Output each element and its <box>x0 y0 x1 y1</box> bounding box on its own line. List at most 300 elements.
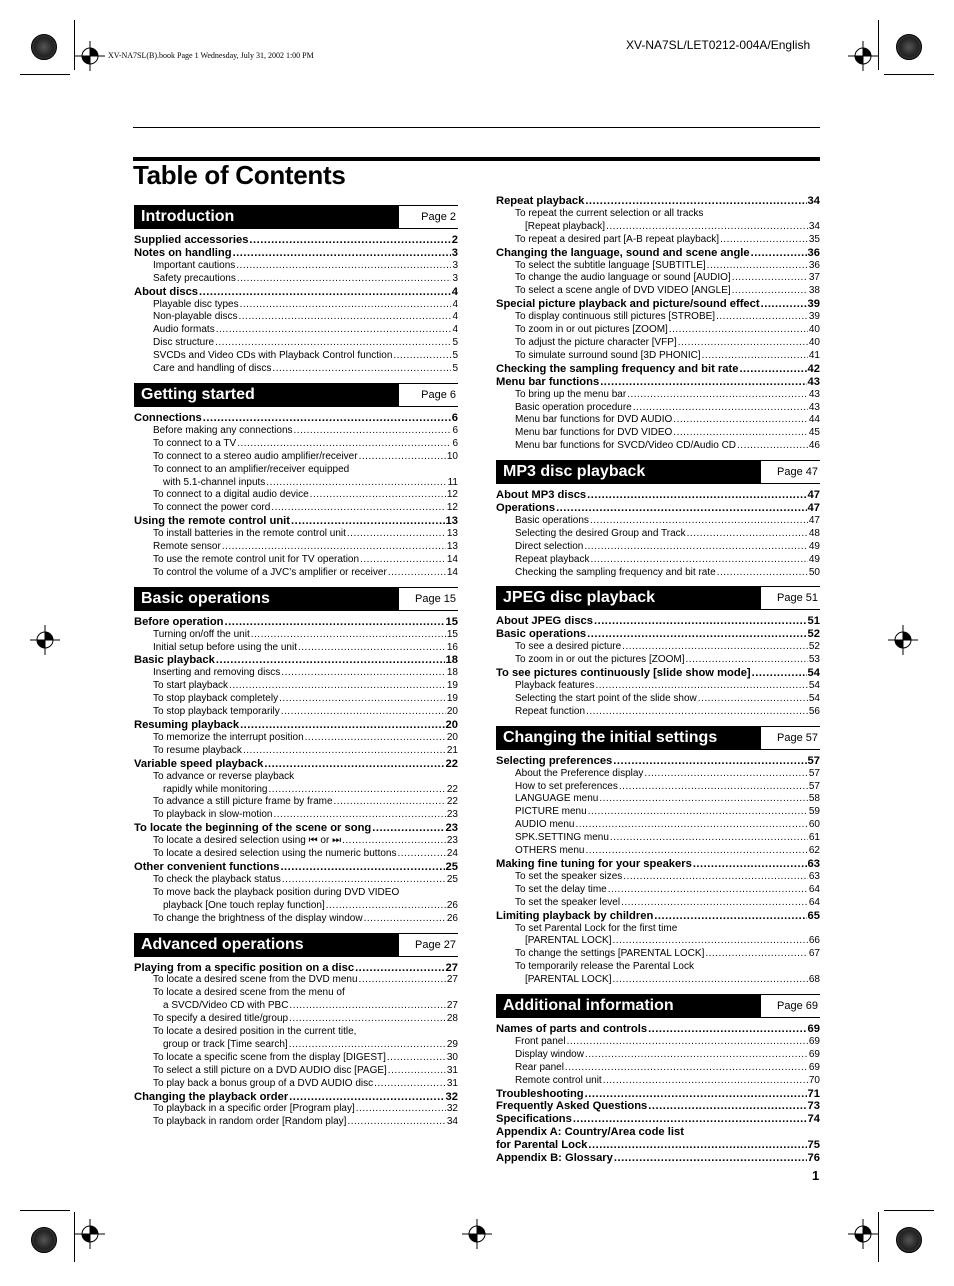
toc-entry[interactable] <box>134 464 458 477</box>
toc-entry[interactable] <box>496 376 820 389</box>
toc-entry[interactable] <box>134 1026 458 1039</box>
toc-entry[interactable] <box>496 935 820 948</box>
toc-entry[interactable] <box>134 642 458 655</box>
section-page-label: Page 27 <box>415 938 456 951</box>
toc-entry-page: 53 <box>808 654 820 666</box>
toc-entry[interactable] <box>134 438 458 451</box>
toc-right-column <box>496 195 820 1165</box>
dot-leader <box>243 745 446 758</box>
registration-disc-bottom-right <box>896 1227 922 1253</box>
toc-entry[interactable] <box>134 784 458 797</box>
toc-entry-page: 48 <box>808 527 820 539</box>
toc-entry[interactable] <box>496 221 820 234</box>
toc-entry[interactable] <box>496 298 820 311</box>
toc-entry[interactable] <box>496 414 820 427</box>
toc-entry[interactable] <box>496 628 820 641</box>
toc-entry-page: 25 <box>446 873 458 885</box>
toc-entry[interactable] <box>496 974 820 987</box>
toc-entry[interactable] <box>496 680 820 693</box>
toc-entry[interactable] <box>496 667 820 680</box>
toc-entry[interactable] <box>496 654 820 667</box>
toc-entry[interactable] <box>496 272 820 285</box>
toc-entry-text: rapidly while monitoring <box>163 783 268 795</box>
toc-entry[interactable] <box>496 402 820 415</box>
toc-entry-page: 32 <box>446 1103 458 1115</box>
section-page-label: Page 51 <box>777 592 818 605</box>
section-header <box>134 587 458 611</box>
toc-entry-text: group or track [Time search] <box>163 1038 288 1050</box>
toc-entry[interactable] <box>134 796 458 809</box>
toc-entry[interactable] <box>496 1113 820 1126</box>
toc-entry-text: To temporarily release the Parental Lock <box>515 961 694 973</box>
toc-entry-text: To bring up the menu bar <box>515 388 627 400</box>
toc-entry-text: To check the playback status <box>153 873 281 885</box>
toc-entry-page: 38 <box>808 285 820 297</box>
toc-entry-text: Menu bar functions for DVD AUDIO <box>515 414 673 426</box>
toc-entry-text: LANGUAGE menu <box>515 793 599 805</box>
toc-entry-text: OTHERS menu <box>515 845 585 857</box>
dot-leader <box>393 350 451 363</box>
toc-entry[interactable] <box>496 502 820 515</box>
toc-entry-text: Checking the sampling frequency and bit rate <box>496 362 739 375</box>
toc-entry[interactable] <box>496 832 820 845</box>
toc-entry-text: Selecting the desired Group and Track <box>515 527 686 539</box>
dot-leader <box>374 1078 446 1091</box>
toc-entry[interactable] <box>496 234 820 247</box>
toc-entry[interactable] <box>134 260 458 273</box>
toc-entry[interactable] <box>496 615 820 628</box>
section-gap <box>496 987 820 994</box>
dot-leader <box>732 285 808 298</box>
toc-entry-page: 5 <box>452 350 458 362</box>
toc-entry[interactable] <box>134 629 458 642</box>
toc-entry[interactable] <box>134 900 458 913</box>
toc-entry-text: To connect to a TV <box>153 437 237 449</box>
toc-entry[interactable] <box>134 745 458 758</box>
dot-leader <box>603 1075 808 1088</box>
toc-entry-page: 67 <box>808 948 820 960</box>
toc-entry-text: To stop playback completely <box>153 693 279 705</box>
toc-entry[interactable] <box>134 363 458 376</box>
toc-entry-page: 69 <box>808 1061 820 1073</box>
toc-entry-page: 18 <box>446 667 458 679</box>
toc-entry[interactable] <box>496 440 820 453</box>
toc-entry[interactable] <box>496 489 820 502</box>
toc-entry[interactable] <box>134 1116 458 1129</box>
toc-entry[interactable] <box>496 1126 820 1139</box>
toc-entry[interactable] <box>134 234 458 247</box>
toc-entry-page: 22 <box>446 796 458 808</box>
toc-entry[interactable] <box>134 719 458 732</box>
toc-entry-text: To connect to an amplifier/receiver equipped <box>153 463 350 475</box>
toc-entry-page: 34 <box>808 220 820 232</box>
header-rule <box>133 127 820 128</box>
dot-leader <box>240 299 452 312</box>
toc-entry[interactable] <box>496 1062 820 1075</box>
toc-entry-text: Frequently Asked Questions <box>496 1100 648 1113</box>
dot-leader <box>274 809 446 822</box>
toc-entry[interactable] <box>496 350 820 363</box>
dot-leader <box>388 1065 446 1078</box>
toc-entry-text: To zoom in or out the pictures [ZOOM] <box>515 654 685 666</box>
dot-leader <box>588 1139 806 1152</box>
toc-entry-page: 34 <box>446 1116 458 1128</box>
toc-entry[interactable] <box>134 732 458 745</box>
dot-leader <box>388 567 446 580</box>
toc-entry[interactable] <box>134 974 458 987</box>
dot-leader <box>737 440 808 453</box>
toc-entry[interactable] <box>134 771 458 784</box>
toc-entry[interactable] <box>496 1049 820 1062</box>
toc-entry[interactable] <box>496 528 820 541</box>
toc-entry[interactable] <box>496 285 820 298</box>
dot-leader <box>686 654 808 667</box>
toc-entry-text: Appendix B: Glossary <box>496 1152 613 1165</box>
toc-entry-page: 49 <box>808 540 820 552</box>
toc-entry[interactable] <box>496 858 820 871</box>
toc-entry[interactable] <box>496 1152 820 1165</box>
toc-entry[interactable] <box>496 706 820 719</box>
toc-entry[interactable] <box>496 1023 820 1036</box>
toc-entry-page: 4 <box>452 311 458 323</box>
toc-entry[interactable] <box>134 1103 458 1116</box>
toc-entry-page: 73 <box>807 1100 820 1113</box>
toc-entry[interactable] <box>134 477 458 490</box>
toc-entry-page: 42 <box>807 362 820 375</box>
toc-entry[interactable] <box>134 861 458 874</box>
toc-entry-page: 12 <box>446 489 458 501</box>
toc-entry[interactable] <box>134 350 458 363</box>
toc-entry[interactable] <box>134 324 458 337</box>
toc-entry[interactable] <box>496 1139 820 1152</box>
toc-entry[interactable] <box>134 1000 458 1013</box>
toc-entry[interactable] <box>134 667 458 680</box>
toc-entry-page: 76 <box>807 1152 820 1165</box>
toc-entry[interactable] <box>496 961 820 974</box>
toc-entry[interactable] <box>134 1091 458 1104</box>
toc-entry[interactable] <box>134 1078 458 1091</box>
toc-entry-text: To select the subtitle language [SUBTITLE] <box>515 259 706 271</box>
section-page-label: Page 15 <box>415 592 456 605</box>
toc-entry[interactable] <box>134 758 458 771</box>
crop-line <box>884 1210 934 1211</box>
toc-entry-page: 57 <box>808 780 820 792</box>
toc-entry[interactable] <box>134 273 458 286</box>
toc-entry-text: Limiting playback by children <box>496 909 654 922</box>
toc-entry[interactable] <box>134 987 458 1000</box>
section-page-label: Page 2 <box>421 211 456 223</box>
dot-leader <box>600 376 806 389</box>
section-heading: Advanced operations <box>134 934 399 956</box>
toc-entry[interactable] <box>134 1013 458 1026</box>
toc-entry-text: Changing the playback order <box>134 1090 289 1103</box>
dot-leader <box>334 796 446 809</box>
toc-entry[interactable] <box>134 822 458 835</box>
toc-entry[interactable] <box>134 502 458 515</box>
toc-entry[interactable] <box>496 311 820 324</box>
dot-leader <box>565 1062 808 1075</box>
dot-leader <box>364 913 446 926</box>
dot-leader <box>627 389 808 402</box>
toc-entry[interactable] <box>134 412 458 425</box>
dot-leader <box>282 874 446 887</box>
toc-entry[interactable] <box>496 1100 820 1113</box>
toc-entry[interactable] <box>496 910 820 923</box>
document-id: XV-NA7SL/LET0212-004A/English <box>626 38 811 52</box>
dot-leader <box>281 667 446 680</box>
toc-entry-text: Operations <box>496 502 556 515</box>
section-heading: Additional information <box>496 995 761 1017</box>
toc-entry-page: 27 <box>446 1000 458 1012</box>
dot-leader <box>621 897 808 910</box>
toc-entry[interactable] <box>134 299 458 312</box>
toc-entry-page: 41 <box>808 349 820 361</box>
toc-entry[interactable] <box>134 680 458 693</box>
toc-entry-page: 45 <box>808 427 820 439</box>
toc-entry[interactable] <box>496 768 820 781</box>
dot-leader <box>573 1113 807 1126</box>
toc-entry-page: 39 <box>808 311 820 323</box>
toc-entry-page: 68 <box>808 974 820 986</box>
dot-leader <box>575 819 807 832</box>
toc-entry[interactable] <box>496 923 820 936</box>
toc-entry[interactable] <box>134 654 458 667</box>
toc-entry-text: Remote control unit <box>515 1074 602 1086</box>
toc-entry-page: 47 <box>807 489 820 502</box>
toc-entry[interactable] <box>134 616 458 629</box>
dot-leader <box>648 1023 806 1036</box>
toc-entry[interactable] <box>496 247 820 260</box>
toc-entry-text: To use the remote control unit for TV operation <box>153 553 360 565</box>
dot-leader <box>613 755 806 768</box>
registration-disc-top-left <box>31 34 57 60</box>
toc-entry-text: Notes on handling <box>134 246 232 259</box>
toc-entry[interactable] <box>134 247 458 260</box>
section-gap <box>496 453 820 460</box>
toc-entry[interactable] <box>496 427 820 440</box>
dot-leader <box>222 541 446 554</box>
toc-entry[interactable] <box>134 337 458 350</box>
toc-entry[interactable] <box>496 1036 820 1049</box>
toc-entry[interactable] <box>134 515 458 528</box>
toc-entry[interactable] <box>496 641 820 654</box>
toc-entry-page: 23 <box>446 809 458 821</box>
toc-entry-page: 26 <box>446 912 458 924</box>
toc-entry[interactable] <box>496 806 820 819</box>
toc-entry[interactable] <box>134 1065 458 1078</box>
toc-entry-text: About MP3 discs <box>496 489 587 502</box>
toc-entry-text: Playback features <box>515 680 595 691</box>
dot-leader <box>280 861 444 874</box>
toc-entry[interactable] <box>496 515 820 528</box>
crop-line <box>20 74 70 75</box>
toc-entry[interactable] <box>134 693 458 706</box>
toc-entry[interactable] <box>496 781 820 794</box>
dot-leader <box>613 974 808 987</box>
toc-entry[interactable] <box>134 528 458 541</box>
toc-entry[interactable] <box>134 1052 458 1065</box>
dot-leader <box>594 615 807 628</box>
dot-leader <box>372 822 444 835</box>
dot-leader <box>585 1049 808 1062</box>
toc-entry[interactable] <box>496 845 820 858</box>
toc-entry[interactable] <box>134 451 458 464</box>
toc-entry[interactable] <box>496 195 820 208</box>
dot-leader <box>678 337 808 350</box>
toc-entry-page: 69 <box>808 1035 820 1047</box>
toc-entry-text: Resuming playback <box>134 719 240 731</box>
dot-leader <box>225 616 445 629</box>
toc-entry-text: About discs <box>134 285 199 298</box>
toc-entry-text: Audio formats <box>153 324 215 336</box>
toc-entry-page: 49 <box>808 553 820 565</box>
toc-entry-text: To see a desired picture <box>515 641 622 653</box>
toc-entry-text: Inserting and removing discs <box>153 667 281 679</box>
dot-leader <box>360 554 446 567</box>
dot-leader <box>236 260 451 273</box>
toc-entry-text: Connections <box>134 411 202 424</box>
crop-line <box>884 74 934 75</box>
toc-entry[interactable] <box>134 1039 458 1052</box>
dot-leader <box>623 871 808 884</box>
toc-entry-text: playback [One touch replay function] <box>163 899 325 911</box>
toc-entry-text: with 5.1-channel inputs <box>163 476 266 488</box>
toc-entry[interactable] <box>496 260 820 273</box>
dot-leader <box>702 350 808 363</box>
toc-entry-text: To advance a still picture frame by frame <box>153 796 333 808</box>
toc-entry-text: About JPEG discs <box>496 615 593 628</box>
toc-entry-page: 24 <box>446 848 458 860</box>
toc-entry[interactable] <box>134 913 458 926</box>
toc-entry[interactable] <box>134 848 458 861</box>
toc-entry[interactable] <box>496 1075 820 1088</box>
toc-entry-page: 57 <box>807 754 820 767</box>
dot-leader <box>707 260 808 273</box>
toc-entry-text: To control the volume of a JVC’s amplifier or receiver <box>153 566 387 578</box>
toc-entry-text: How to set preferences <box>515 780 618 792</box>
dot-leader <box>752 667 807 680</box>
toc-entry[interactable] <box>134 835 458 848</box>
toc-left-column <box>134 205 458 1129</box>
toc-entry[interactable] <box>134 311 458 324</box>
toc-entry[interactable] <box>496 871 820 884</box>
toc-entry-text: a SVCD/Video CD with PBC <box>163 1000 289 1012</box>
dot-leader <box>289 1000 445 1013</box>
toc-entry[interactable] <box>496 541 820 554</box>
toc-entry-page: 54 <box>807 667 820 680</box>
toc-entry-text: Supplied accessories <box>134 234 249 246</box>
toc-entry-text: Disc structure <box>153 337 215 349</box>
toc-entry[interactable] <box>496 567 820 580</box>
toc-entry-text: To set the speaker level <box>515 896 621 908</box>
toc-entry-page: 58 <box>808 793 820 805</box>
dot-leader <box>587 489 806 502</box>
toc-entry[interactable] <box>134 809 458 822</box>
toc-entry-page: 28 <box>446 1013 458 1025</box>
toc-entry[interactable] <box>134 706 458 719</box>
toc-entry-text: Playing from a specific position on a disc <box>134 961 355 974</box>
toc-entry[interactable] <box>496 363 820 376</box>
toc-entry-text: Repeat playback <box>515 553 590 565</box>
toc-entry[interactable] <box>496 324 820 337</box>
toc-entry-text: To stop playback temporarily <box>153 706 280 718</box>
section-header <box>496 460 820 484</box>
toc-entry[interactable] <box>496 693 820 706</box>
toc-entry[interactable] <box>496 897 820 910</box>
toc-entry-page: 43 <box>808 401 820 413</box>
toc-entry-page: 22 <box>445 757 458 770</box>
toc-entry[interactable] <box>134 887 458 900</box>
toc-entry[interactable] <box>134 425 458 438</box>
toc-entry-text: To connect the power cord <box>153 502 271 514</box>
toc-entry[interactable] <box>496 755 820 768</box>
toc-entry-page: 25 <box>445 860 458 873</box>
toc-entry[interactable] <box>496 948 820 961</box>
section-gap <box>134 580 458 587</box>
section-heading: JPEG disc playback <box>496 587 761 609</box>
toc-entry[interactable] <box>134 874 458 887</box>
toc-entry[interactable] <box>134 286 458 299</box>
dot-leader <box>669 324 808 337</box>
toc-entry-page: 5 <box>452 363 458 375</box>
toc-entry-page: 20 <box>445 719 458 731</box>
toc-entry-text: To locate a desired scene from the menu of <box>153 987 345 999</box>
toc-entry[interactable] <box>496 1088 820 1101</box>
dot-leader <box>387 1052 446 1065</box>
toc-entry[interactable] <box>134 567 458 580</box>
toc-entry[interactable] <box>496 554 820 567</box>
toc-entry-page: 35 <box>808 233 820 245</box>
toc-entry[interactable] <box>134 541 458 554</box>
toc-entry-text: [PARENTAL LOCK] <box>525 974 612 986</box>
toc-entry-text: Basic operation procedure <box>515 401 632 413</box>
dot-leader <box>591 554 808 567</box>
toc-entry[interactable] <box>496 793 820 806</box>
toc-entry[interactable] <box>496 884 820 897</box>
toc-entry-text: Display window <box>515 1048 584 1060</box>
toc-entry-page: 20 <box>446 731 458 743</box>
toc-entry[interactable] <box>134 489 458 502</box>
dot-leader <box>294 425 452 438</box>
toc-entry-text: AUDIO menu <box>515 819 575 831</box>
toc-entry[interactable] <box>134 962 458 975</box>
toc-entry-text: To playback in random order [Random play] <box>153 1116 347 1128</box>
dot-leader <box>359 451 446 464</box>
toc-entry-text: To change the settings [PARENTAL LOCK] <box>515 948 705 960</box>
toc-entry[interactable] <box>496 389 820 402</box>
dot-leader <box>606 221 808 234</box>
toc-entry[interactable] <box>496 819 820 832</box>
dot-leader <box>215 337 451 350</box>
toc-entry[interactable] <box>496 208 820 221</box>
toc-entry[interactable] <box>134 554 458 567</box>
dot-leader <box>264 758 444 771</box>
dot-leader <box>698 693 808 706</box>
crosshair-icon <box>30 625 60 655</box>
toc-entry-text: To set Parental Lock for the first time <box>515 922 678 934</box>
toc-entry-text: To memorize the interrupt position <box>153 731 304 743</box>
dot-leader <box>622 641 808 654</box>
section-page-label: Page 6 <box>421 388 456 401</box>
toc-entry[interactable] <box>496 337 820 350</box>
toc-entry-text: Changing the language, sound and scene angle <box>496 246 750 259</box>
dot-leader <box>266 477 446 490</box>
dot-leader <box>249 234 450 247</box>
dot-leader <box>720 234 808 247</box>
toc-entry-text: Troubleshooting <box>496 1087 584 1100</box>
toc-entry-page: 39 <box>807 298 820 311</box>
dot-leader <box>291 515 445 528</box>
